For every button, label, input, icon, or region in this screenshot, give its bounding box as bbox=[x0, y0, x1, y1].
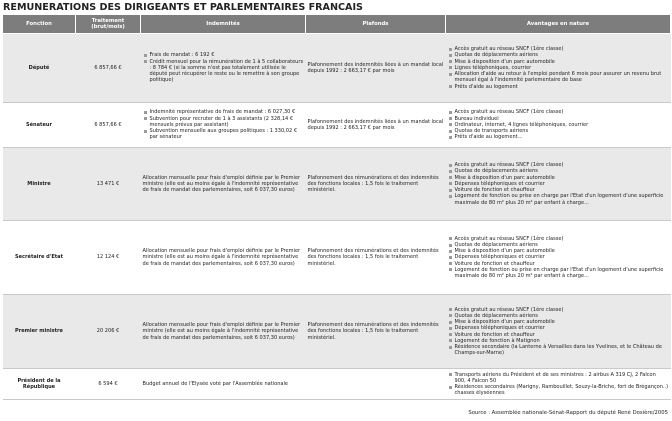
avantage-item: Allocation d'aide au retour à l'emploi pendant 6 mois pour assurer un revenu brut mensuel égal à l'indemnité parlementaire de base bbox=[448, 71, 669, 83]
table-row bbox=[3, 34, 671, 103]
avantage-item: Voiture de fonction et chauffeur bbox=[448, 187, 669, 193]
avantage-item: Ordinateur, internet, 4 lignes téléphoniques, courrier bbox=[448, 122, 669, 128]
header-traitement: Traitement (brut/mois) bbox=[76, 15, 141, 34]
avantage-item: Résidence secondaire (la Lanterne à Versailles dans les Yvelines, et le Château de Champs-sur-Marne) bbox=[448, 344, 669, 356]
table-row bbox=[3, 369, 671, 400]
header-plafonds: Plafonds bbox=[306, 15, 446, 34]
avantage-item: Quotas de déplacements aériens bbox=[448, 52, 669, 58]
cell-plafonds: Plafonnement des rémunérations et des indemnités des fonctions locales : 1,5 fois le traitement ministériel. bbox=[306, 148, 446, 221]
cell-plafonds: Plafonnement des rémunérations et des indemnités des fonctions locales : 1,5 fois le traitement ministériel. bbox=[306, 221, 446, 295]
table-row bbox=[3, 103, 671, 148]
avantage-item: Mise à disposition d'un parc automobile bbox=[448, 248, 669, 254]
header-indemnites: Indemnités bbox=[141, 15, 306, 34]
cell-indemnites bbox=[141, 369, 306, 400]
cell-traitement: 6 594 € bbox=[76, 369, 141, 400]
avantage-item: Voiture de fonction et chauffeur bbox=[448, 261, 669, 267]
page-title: REMUNERATIONS DES DIRIGEANTS ET PARLEMENTAIRES FRANCAIS bbox=[3, 2, 363, 13]
avantage-item: Résidences secondaires (Marigny, Rambouillet, Souzy-la-Briche, fort de Brégançon..) chasses élyséennes bbox=[448, 384, 669, 396]
header-fonction: Fonction bbox=[3, 15, 76, 34]
avantages-list bbox=[448, 109, 669, 140]
avantage-item: Accès gratuit au réseau SNCF (1ère classe) bbox=[448, 46, 669, 52]
avantage-item: Accès gratuit au réseau SNCF (1ère classe) bbox=[448, 236, 669, 242]
avantages-list bbox=[448, 372, 669, 397]
cell-fonction: Sénateur bbox=[3, 103, 76, 148]
cell-indemnites bbox=[141, 34, 306, 103]
avantages-list bbox=[448, 162, 669, 205]
cell-avantages bbox=[446, 369, 671, 400]
avantage-item: Quotas de déplacements aériens bbox=[448, 242, 669, 248]
avantage-item: Accès gratuit au réseau SNCF (1ère classe) bbox=[448, 162, 669, 168]
indemnite-text: Allocation mensuelle pour frais d'emploi définie par le Premier ministre (elle est au moins égale à l'indemnité représentative de frais de mandat des parlementaires, soit 6 037,30 euros) bbox=[142, 322, 301, 341]
table-row bbox=[3, 148, 671, 221]
avantage-item: Dépenses téléphoniques et courrier bbox=[448, 325, 669, 331]
avantage-item: Dépenses téléphoniques et courrier bbox=[448, 181, 669, 187]
indemnite-item: Indemnité représentative de frais de mandat : 6 027,30 € bbox=[143, 109, 304, 115]
avantage-item: Accès gratuit au réseau SNCF (1ère classe) bbox=[448, 307, 669, 313]
table-row bbox=[3, 221, 671, 295]
indemnite-text: Allocation mensuelle pour frais d'emploi définie par le Premier ministre (elle est au moins égale à l'indemnité représentative de frais de mandat des parlementaires, soit 6 037,30 euros) bbox=[142, 248, 301, 267]
indemnite-item: Crédit mensuel pour la rémunération de 1 à 5 collaborateurs : 8 784 € (si la somme n'est pas totalement utilisée le député peut récupérer le reste ou le remettre à son groupe politique) bbox=[143, 59, 304, 84]
avantage-item: Quotas de déplacements aériens bbox=[448, 313, 669, 319]
cell-plafonds: Plafonnement des indemnités liées à un mandat local depuis 1992 : 2 663,17 € par mois bbox=[306, 103, 446, 148]
avantage-item: Mise à disposition d'un parc automobile bbox=[448, 175, 669, 181]
cell-avantages bbox=[446, 148, 671, 221]
cell-traitement: 13 471 € bbox=[76, 148, 141, 221]
avantage-item: Quotas de déplacements aériens bbox=[448, 168, 669, 174]
cell-traitement: 6 857,66 € bbox=[76, 34, 141, 103]
avantages-list bbox=[448, 236, 669, 279]
cell-avantages bbox=[446, 295, 671, 369]
cell-traitement: 6 857,66 € bbox=[76, 103, 141, 148]
avantage-item: Logement de fonction à Matignon bbox=[448, 338, 669, 344]
avantage-item: Transports aériens du Président et de ses ministres : 2 airbus A 319 CJ, 2 Falcon 900, 4 Falcon 50 bbox=[448, 372, 669, 384]
cell-fonction: Député bbox=[3, 34, 76, 103]
indemnite-item: Frais de mandat : 6 192 € bbox=[143, 52, 304, 58]
avantage-item: Logement de fonction ou prise en charge par l'Etat d'un logement d'une superficie maximale de 80 m² plus 20 m² par enfant à charge... bbox=[448, 193, 669, 205]
avantage-item: Accès gratuit au réseau SNCF (1ère classe) bbox=[448, 109, 669, 115]
avantage-item: Mise à disposition d'un parc automobile bbox=[448, 319, 669, 325]
source-note: Source : Assemblée nationale-Sénat-Rapport du député René Dosière/2005 bbox=[468, 410, 668, 416]
avantage-item: Prêts d'aide au logement... bbox=[448, 134, 669, 140]
indemnites-list bbox=[143, 52, 304, 83]
header-avantages: Avantages en nature bbox=[446, 15, 671, 34]
avantages-list bbox=[448, 307, 669, 357]
avantage-item: Mise à disposition d'un parc automobile bbox=[448, 59, 669, 65]
cell-traitement: 20 206 € bbox=[76, 295, 141, 369]
cell-avantages bbox=[446, 221, 671, 295]
table-header bbox=[3, 15, 671, 34]
cell-fonction: Premier ministre bbox=[3, 295, 76, 369]
cell-avantages bbox=[446, 34, 671, 103]
avantage-item: Prêts d'aide au logement bbox=[448, 84, 669, 90]
table-body bbox=[3, 34, 671, 400]
indemnite-item: Subvention pour recruter de 1 à 3 assistants (2 328,14 € mensuels prévus par assistant) bbox=[143, 116, 304, 128]
avantage-item: Logement de fonction ou prise en charge par l'Etat d'un logement d'une superficie maximale de 80 m² plus 20 m² par enfant à charge... bbox=[448, 267, 669, 279]
cell-plafonds: Plafonnement des indemnités liées à un mandat local depuis 1992 : 2 663,17 € par mois bbox=[306, 34, 446, 103]
cell-indemnites bbox=[141, 221, 306, 295]
indemnites-list bbox=[143, 109, 304, 140]
avantages-list bbox=[448, 46, 669, 89]
cell-avantages bbox=[446, 103, 671, 148]
remuneration-table bbox=[2, 14, 671, 400]
header-row bbox=[3, 15, 671, 34]
avantage-item: Dépenses téléphoniques et courrier bbox=[448, 254, 669, 260]
avantage-item: Voiture de fonction et chauffeur bbox=[448, 332, 669, 338]
indemnite-text: Allocation mensuelle pour frais d'emploi définie par le Premier ministre (elle est au moins égale à l'indemnité représentative de frais de mandat des parlementaires, soit 6 037,30 euros) bbox=[142, 174, 301, 194]
cell-fonction: Ministre bbox=[3, 148, 76, 221]
indemnite-text: Budget annuel de l'Elysée voté par l'Assemblée nationale bbox=[142, 380, 289, 387]
avantage-item: Bureau individuel bbox=[448, 116, 669, 122]
avantage-item: Lignes téléphoniques, courrier bbox=[448, 65, 669, 71]
cell-indemnites bbox=[141, 295, 306, 369]
cell-indemnites bbox=[141, 103, 306, 148]
cell-traitement: 12 124 € bbox=[76, 221, 141, 295]
cell-plafonds bbox=[306, 369, 446, 400]
cell-plafonds: Plafonnement des rémunérations et des indemnités des fonctions locales : 1,5 fois le traitement ministériel. bbox=[306, 295, 446, 369]
table-row bbox=[3, 295, 671, 369]
avantage-item: Quotas de transports aériens bbox=[448, 128, 669, 134]
indemnite-item: Subvention mensuelle aux groupes politiques : 1 330,02 € par sénateur bbox=[143, 128, 304, 140]
cell-fonction: Secrétaire d'Etat bbox=[3, 221, 76, 295]
cell-indemnites bbox=[141, 148, 306, 221]
cell-fonction: Président de la République bbox=[3, 369, 76, 400]
